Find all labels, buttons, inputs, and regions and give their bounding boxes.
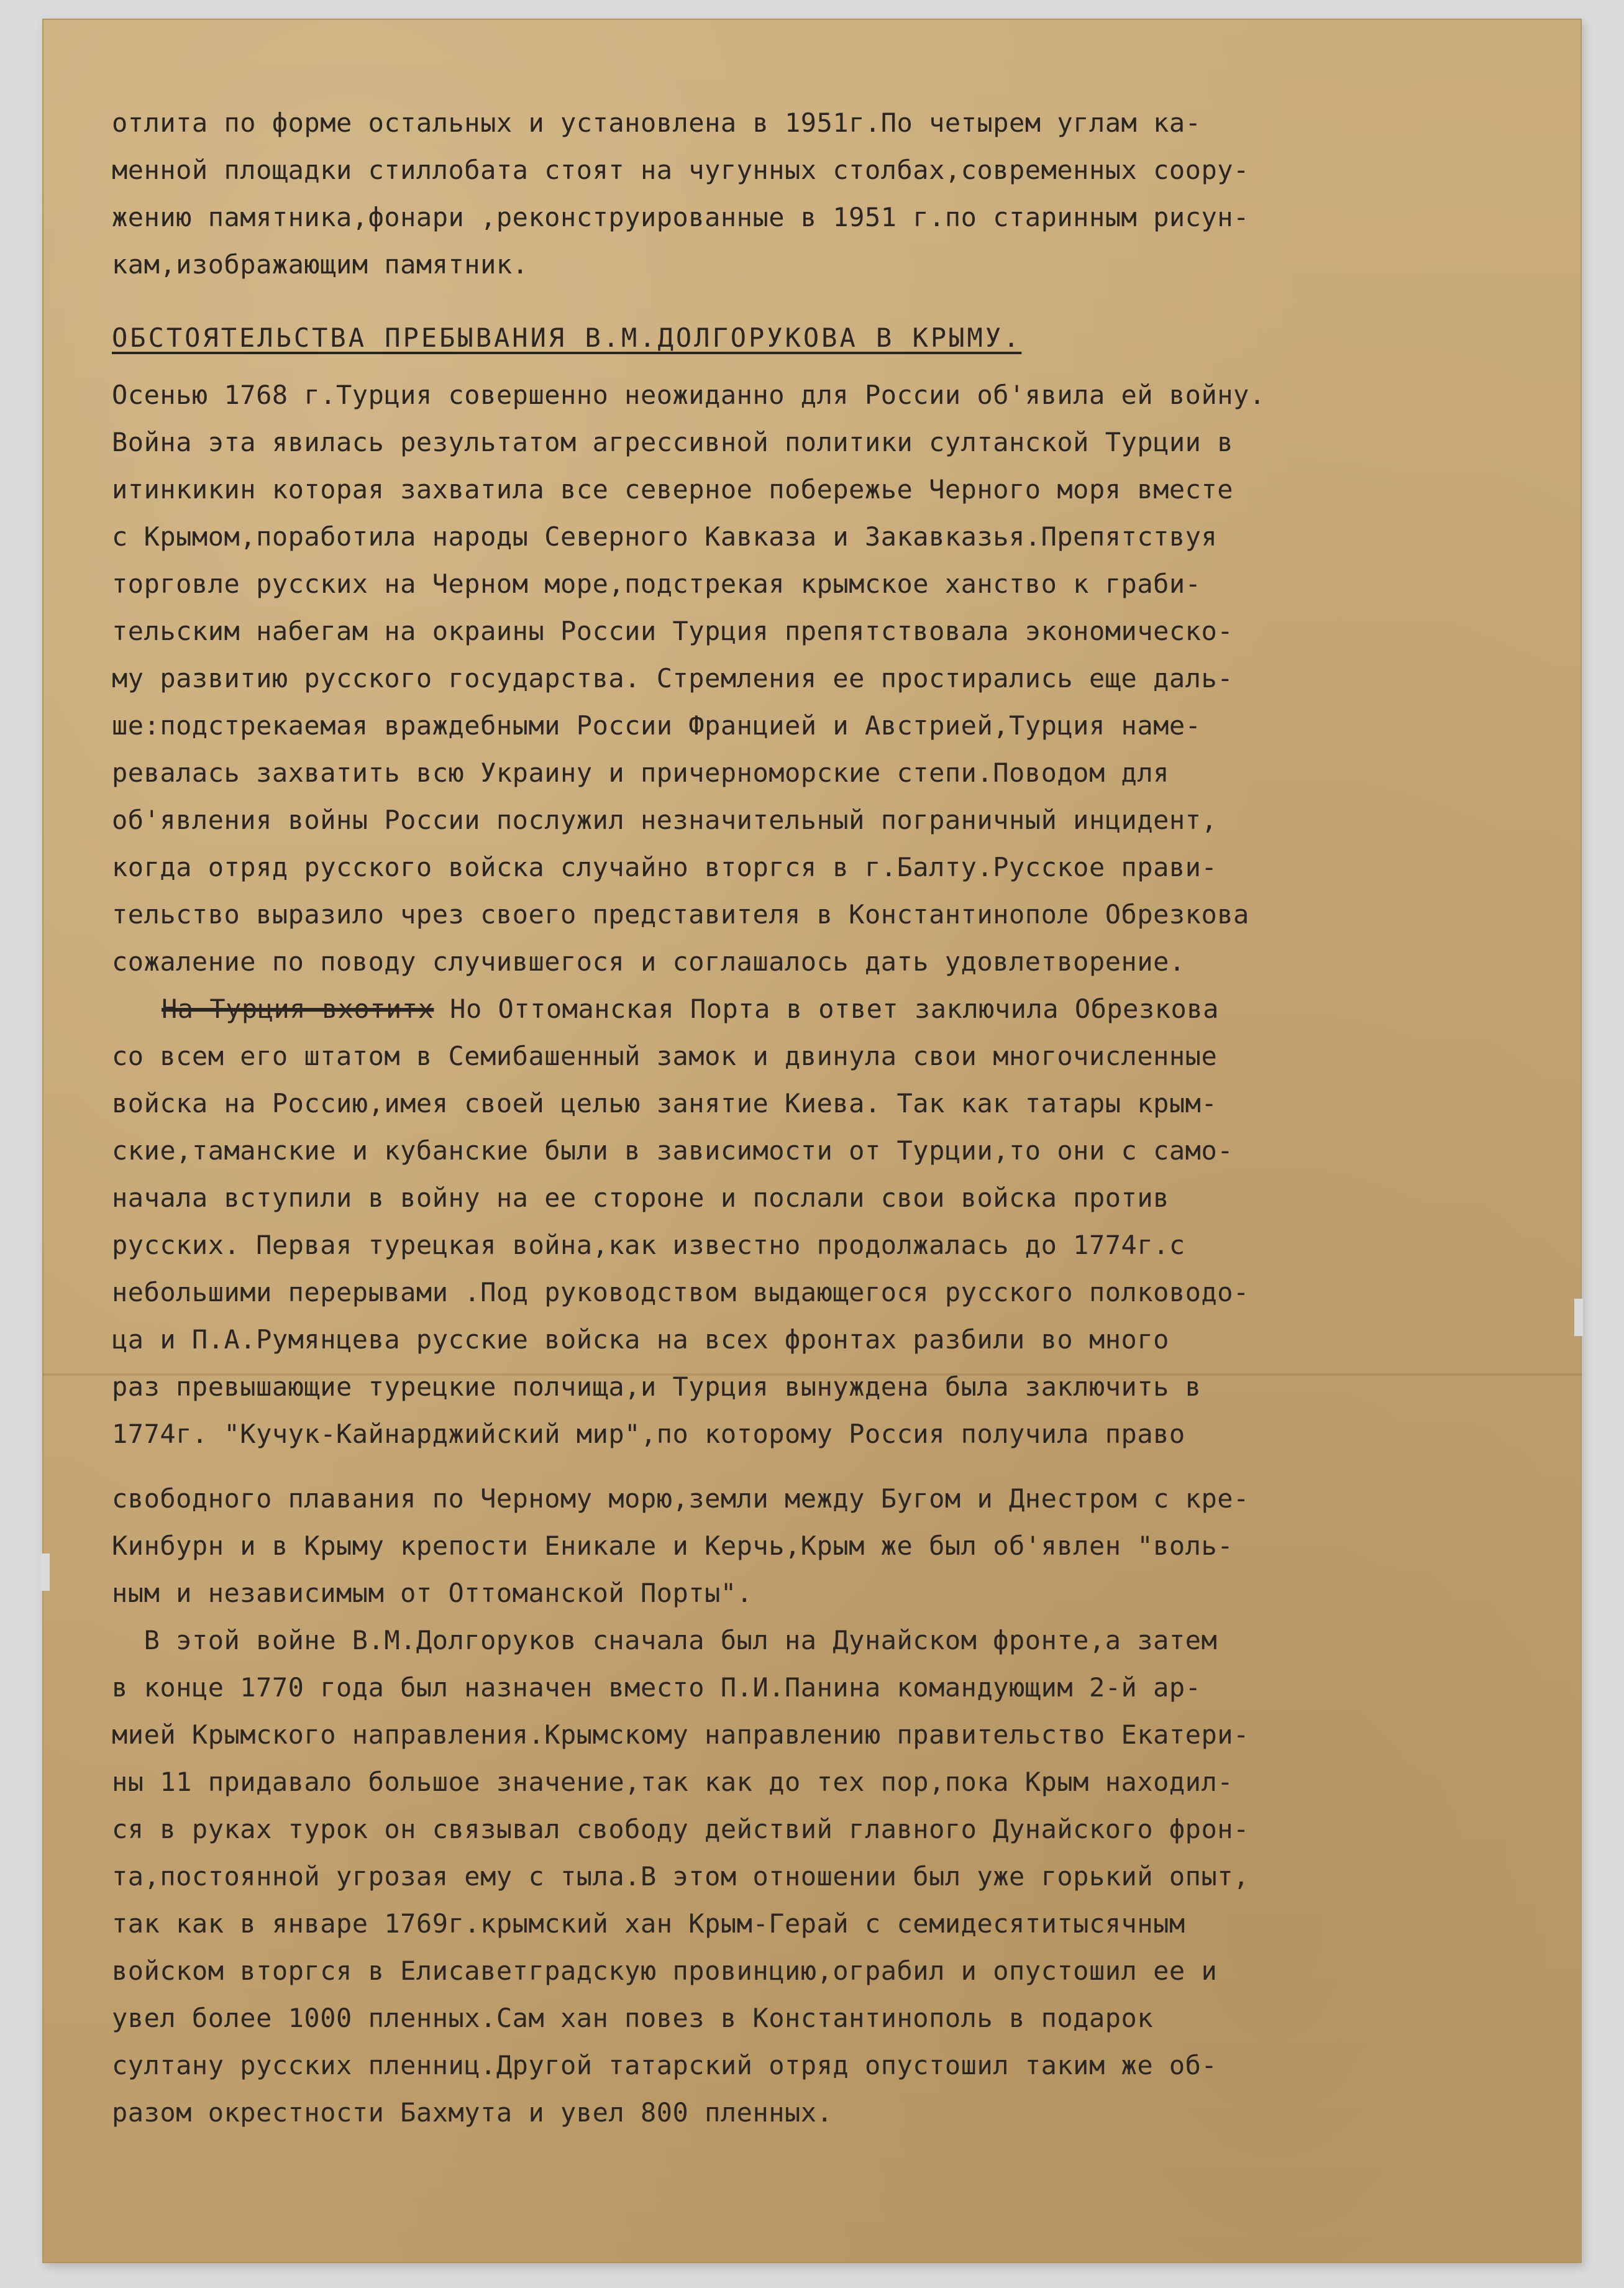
text-line (112, 986, 1510, 1033)
paragraph-2 (112, 372, 1510, 986)
text-line: ше:подстрекаемая враждебными России Францией и Австрией,Турция наме- (112, 710, 1202, 741)
text-line: 1774г. "Кучук-Кайнарджийский мир",по которому Россия получила право (112, 1419, 1185, 1449)
text-line: русских. Первая турецкая война,как известно продолжалась до 1774г.с (112, 1230, 1185, 1260)
text-line: об'явления войны России послужил незначительный пограничный инцидент, (112, 805, 1218, 835)
text-line: раз превышающие турецкие полчища,и Турция вынуждена была заключить в (112, 1371, 1202, 1402)
text-line: Кинбурн и в Крыму крепости Еникале и Керчь,Крым же был об'явлен "воль- (112, 1531, 1234, 1561)
text-line: небольшими перерывами .Под руководством выдающегося русского полководо- (112, 1277, 1249, 1307)
text-line: итинкикин которая захватила все северное побережье Черного моря вместе (112, 474, 1234, 505)
text-line: тельство выразило чрез своего представителя в Константинополе Обрезкова (112, 899, 1249, 930)
text-line: ца и П.А.Румянцева русские войска на всех фронтах разбили во много (112, 1324, 1169, 1355)
text-line: войском вторгся в Елисаветградскую провинцию,ограбил и опустошил ее и (112, 1956, 1218, 1986)
text-line: увел более 1000 пленных.Сам хан повез в Константинополь в подарок (112, 2003, 1154, 2033)
text-line: со всем его штатом в Семибашенный замок и двинула свои многочисленные (112, 1041, 1218, 1071)
text-line: жению памятника,фонари ,реконструированные в 1951 г.по старинным рисун- (112, 202, 1249, 232)
paragraph-4 (112, 1617, 1510, 2136)
text-line: Осенью 1768 г.Турция совершенно неожиданно для России об'явила ей войну. (112, 380, 1266, 410)
text-line: разом окрестности Бахмута и увел 800 пленных. (112, 2097, 833, 2128)
text-line: Война эта явилась результатом агрессивной политики султанской Турции в (112, 427, 1234, 457)
text-line: так как в январе 1769г.крымский хан Крым-Герай с семидесятитысячным (112, 1908, 1185, 1939)
text-line: ным и независимым от Оттоманской Порты". (112, 1578, 753, 1608)
text-run: Но Оттоманская Порта в ответ заключила Обрезкова (434, 994, 1219, 1024)
text-line: сожаление по поводу случившегося и соглашалось дать удовлетворение. (112, 946, 1185, 977)
text-line: та,постоянной угрозая ему с тыла.В этом отношении был уже горький опыт, (112, 1861, 1249, 1892)
text-line: менной площадки стиллобата стоят на чугунных столбах,современных соору- (112, 155, 1249, 185)
paragraph-1 (112, 99, 1510, 288)
text-line: кам,изображающим памятник. (112, 249, 529, 280)
text-line: ревалась захватить всю Украину и причерноморские степи.Поводом для (112, 757, 1169, 788)
text-line: му развитию русского государства. Стремления ее простирались еще даль- (112, 663, 1234, 693)
text-line: султану русских пленниц.Другой татарский отряд опустошил таким же об- (112, 2050, 1218, 2080)
right-edge-notch (1574, 1299, 1583, 1336)
text-line: отлита по форме остальных и установлена в 1951г.По четырем углам ка- (112, 108, 1202, 138)
left-edge-notch (41, 1554, 50, 1591)
text-line: с Крымом,поработила народы Северного Кавказа и Закавказья.Препятствуя (112, 521, 1218, 552)
text-line: ские,таманские и кубанские были в зависимости от Турции,то они с само- (112, 1135, 1234, 1166)
text-line: тельским набегам на окраины России Турция препятствовала экономическо- (112, 616, 1234, 646)
text-line: свободного плавания по Черному морю,земли между Бугом и Днестром с кре- (112, 1483, 1249, 1514)
text-line: войска на Россию,имея своей целью занятие Киева. Так как татары крым- (112, 1088, 1218, 1119)
text-line: ся в руках турок он связывал свободу действий главного Дунайского фрон- (112, 1814, 1249, 1844)
text-line: в конце 1770 года был назначен вместо П.И.Панина командующим 2-й ар- (112, 1672, 1202, 1703)
text-line: В этой войне В.М.Долгоруков сначала был на Дунайском фронте,а затем (112, 1625, 1218, 1655)
text-line: ны 11 придавало большое значение,так как до тех пор,пока Крым находил- (112, 1767, 1234, 1797)
section-heading: ОБСТОЯТЕЛЬСТВА ПРЕБЫВАНИЯ В.М.ДОЛГОРУКОВА В КРЫМУ. (112, 323, 1022, 353)
text-line: мией Крымского направления.Крымскому направлению правительство Екатери- (112, 1719, 1249, 1750)
text-line: начала вступили в войну на ее стороне и послали свои войска против (112, 1183, 1169, 1213)
struck-out-text: На Турция вхотитх (162, 994, 434, 1024)
text-line: когда отряд русского войска случайно вторгся в г.Балту.Русское прави- (112, 852, 1218, 882)
typewritten-page (112, 99, 1510, 2136)
paragraph-3 (112, 986, 1510, 1617)
text-line: торговле русских на Черном море,подстрекая крымское ханство к граби- (112, 569, 1202, 599)
